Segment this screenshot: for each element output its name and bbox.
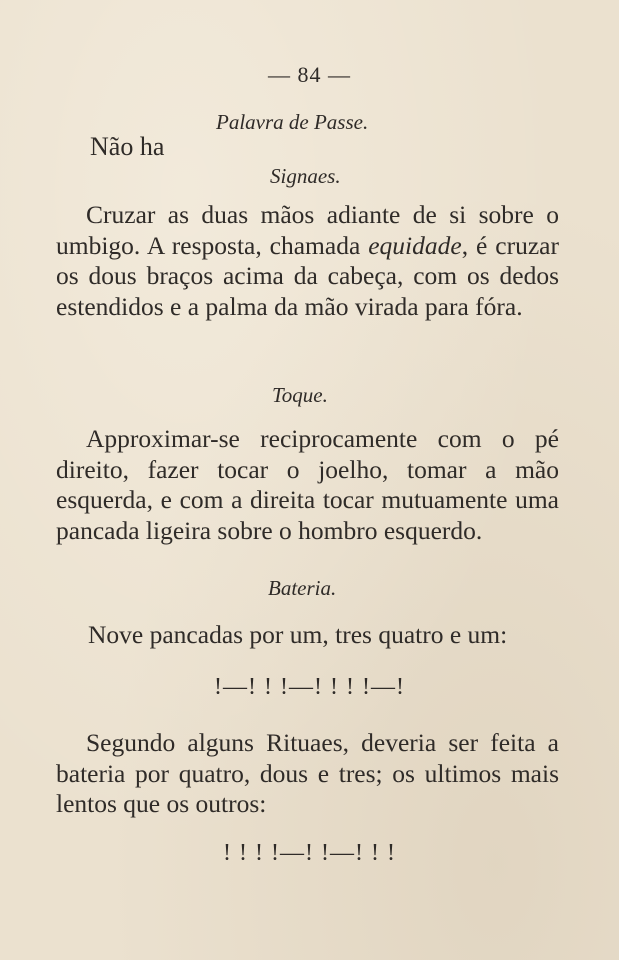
bateria-intro: Nove pancadas por um, tres quatro e um: xyxy=(88,620,508,649)
paragraph-signaes xyxy=(56,200,559,323)
page-number: — 84 — xyxy=(268,62,351,87)
heading-bateria: Bateria. xyxy=(268,576,337,600)
battery-pattern-1: !—! ! !—! ! ! !—! xyxy=(214,674,405,700)
heading-toque: Toque. xyxy=(272,383,328,407)
heading-palavra-de-passe: Palavra de Passe. xyxy=(216,110,369,134)
margin-note: Não ha xyxy=(90,132,165,161)
battery-pattern-2: ! ! ! !—! !—! ! ! xyxy=(223,840,396,866)
heading-signaes: Signaes. xyxy=(270,164,341,188)
signaes-text-start: Cruzar as duas mãos adiante de si sobre o umbigo. A resposta, chamada xyxy=(56,200,559,260)
paragraph-bateria: Segundo alguns Rituaes, deveria ser feita a bateria por quatro, dous e tres; os ultimos mais lentos que os outros: xyxy=(56,728,559,819)
signaes-text-end: , é cruzar os dous braços acima da cabeça, com os dedos estendidos e a palma da mão virada para fóra. xyxy=(56,230,559,322)
signaes-emphasis: equidade xyxy=(368,230,462,260)
paragraph-toque: Approximar-se reciprocamente com o pé direito, fazer tocar o joelho, tomar a mão esquerda, e com a direita tocar mutuamente uma pancada ligeira sobre o hombro esquerdo. xyxy=(56,424,559,546)
